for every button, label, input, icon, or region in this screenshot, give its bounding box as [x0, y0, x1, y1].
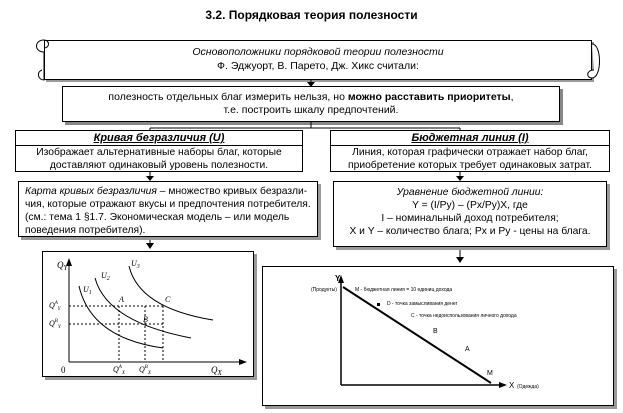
tick-qxa: $Q^A_X$	[113, 365, 125, 376]
point-m2-label: M	[487, 370, 493, 377]
indifference-desc-1: Изображает альтернативные наборы благ, которые	[36, 147, 282, 158]
label-u2: $U_2$	[101, 271, 110, 282]
founders-title: Основоположники порядковой теории полезности	[192, 46, 444, 58]
point-b-label: B	[433, 328, 438, 335]
budget-y-label: Y	[335, 274, 341, 283]
point-d-marker	[377, 303, 380, 306]
point-a: A	[119, 295, 124, 304]
indifference-map-line1: Карта кривых безразличия – множество кривых безразли-	[25, 186, 308, 197]
point-a-label: A	[465, 346, 470, 353]
indifference-map-line3: (см.: тема 1 §1.7. Экономическая модель – или модель	[25, 212, 290, 223]
budget-graph	[263, 267, 613, 405]
graph-origin: 0	[61, 365, 66, 375]
point-b: B	[143, 315, 148, 324]
graph-x-label: $Q_X$	[211, 365, 222, 376]
premise-line2: т.е. построить шкалу предпочтений.	[223, 104, 399, 116]
tick-qyb: $Q^B_Y$	[49, 319, 61, 330]
budget-y-sub: (Продукты)	[311, 287, 337, 293]
legend-m: M - бюджетная линия = 10 единиц дохода	[355, 287, 453, 293]
budget-eq-income: I – номинальный доход потребителя;	[381, 213, 559, 224]
indifference-map-line4: поведения потребителя).	[25, 225, 146, 236]
page-title: 3.2. Порядковая теория полезности	[205, 8, 418, 22]
budget-eq-title: Уравнение бюджетной линии:	[396, 187, 544, 198]
point-c: C	[165, 295, 171, 304]
budget-desc-1: Линия, которая графически отражает набор благ,	[352, 147, 588, 158]
budget-graph-frame	[262, 266, 614, 406]
indifference-map-box	[18, 181, 318, 237]
budget-line-header: Бюджетная линия (I)	[331, 131, 609, 146]
tick-qxb: $Q^B_X$	[139, 365, 151, 376]
budget-line-box	[330, 130, 610, 172]
founders-names: Ф. Эджуорт, В. Парето, Дж. Хикс считали:	[217, 60, 419, 72]
premise-line1: полезность отдельных благ измерить нельзя, но можно расставить приоритеты,	[108, 91, 514, 103]
curve-u3	[129, 266, 213, 320]
label-u1: $U_1$	[83, 285, 92, 296]
curve-u2	[95, 278, 191, 338]
label-u3: $U_3$	[131, 259, 140, 270]
tick-qya: $Q^A_Y$	[49, 301, 61, 312]
budget-x-label: X	[509, 381, 515, 390]
legend-c: C - точка недоиспользования личного дохода	[411, 313, 517, 319]
indifference-map-line2: чия, которые отражают вкусы и предпочтения потребителя.	[25, 199, 311, 210]
indifference-graph-frame	[42, 251, 254, 377]
legend-d: D - точка замысливания денег	[387, 301, 458, 307]
budget-desc-2: приобретение которых требует одинаковых затрат.	[348, 160, 592, 171]
indifference-graph	[43, 252, 253, 376]
indifference-desc-2: доставляют одинаковый уровень полезности.	[49, 160, 269, 171]
indifference-curve-header: Кривая безразличия (U)	[16, 131, 302, 146]
budget-eq-goods: X и Y – количество блага; Px и Py - цены на блага.	[349, 226, 591, 237]
graph-y-label: $Q_Y$	[57, 260, 68, 272]
budget-equation-box	[333, 181, 607, 247]
budget-x-sub: (Одежда)	[517, 384, 539, 390]
indifference-curve-box	[15, 130, 303, 172]
budget-eq-formula: Y = (I/Py) – (Px/Py)X, где	[412, 200, 528, 211]
